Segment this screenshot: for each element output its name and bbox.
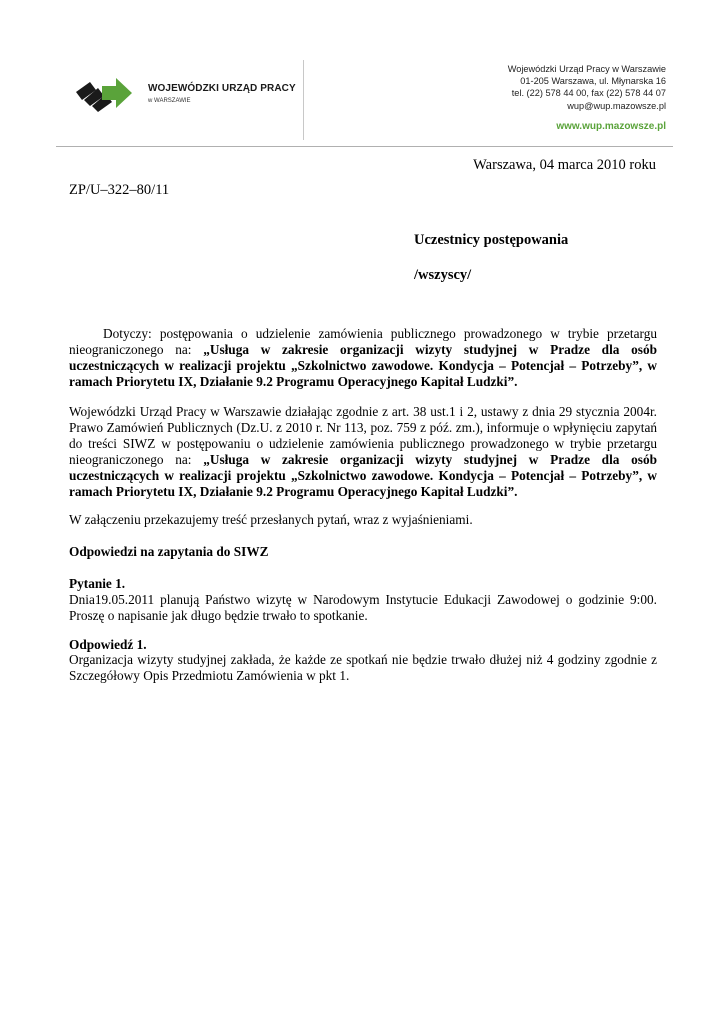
address-line-street: 01-205 Warszawa, ul. Młynarska 16: [520, 76, 666, 87]
logo-title: WOJEWÓDZKI URZĄD PRACY: [148, 83, 296, 94]
answer-title: Odpowiedź 1.: [69, 637, 147, 652]
question-text: Dnia19.05.2011 planują Państwo wizytę w Narodowym Instytucie Edukacji Zawodowej o godzinie 9:00. Proszę o napisanie jak długo będzie trwało to spotkanie.: [69, 592, 657, 623]
office-logo-icon: [72, 74, 144, 114]
subject-intro: Dotyczy: postępowania o udzielenie zamówienia publicznego prowadzonego w trybie przetargu nieograniczonego na:: [69, 326, 657, 357]
subject-title: „Usługa w zakresie organizacji wizyty studyjnej w Pradze dla osób uczestniczących w realizacji projektu „Szkolnictwo zawodowe. Kondycja – Potencjał – Potrzeby”, w ramach Priorytetu IX, Działanie 9.2 Programu Operacyjnego Kapitał Ludzki”.: [69, 342, 657, 389]
notice-title: „Usługa w zakresie organizacji wizyty studyjnej w Pradze dla osób uczestniczących w realizacji projektu „Szkolnictwo zawodowe. Kondycja – Potencjał – Potrzeby”, w ramach Priorytetu IX, Działanie 9.2 Programu Operacyjnego Kapitał Ludzki”.: [69, 452, 657, 499]
header-divider: [56, 146, 673, 147]
paragraph-subject: [69, 326, 657, 390]
logo-subtitle: w WARSZAWIE: [148, 98, 191, 104]
recipient-line-1: Uczestnicy postępowania: [414, 232, 569, 248]
address-line-email[interactable]: wup@wup.mazowsze.pl: [567, 100, 666, 111]
answers-heading: Odpowiedzi na zapytania do SIWZ: [69, 544, 269, 559]
logo-divider: [303, 60, 304, 140]
answer-text: Organizacja wizyty studyjnej zakłada, że każde ze spotkań nie będzie trwało dłużej niż 4 godziny zgodnie z Szczegółowy Opis Przedmiotu Zamówienia w pkt 1.: [69, 652, 657, 683]
paragraph-notice: [69, 404, 657, 500]
letter-date: Warszawa, 04 marca 2010 roku: [473, 157, 656, 173]
office-address: [508, 63, 666, 112]
address-line-name: Wojewódzki Urząd Pracy w Warszawie: [507, 64, 666, 74]
address-line-phone: tel. (22) 578 44 00, fax (22) 578 44 07: [511, 88, 666, 99]
recipient-line-2: /wszyscy/: [414, 267, 472, 283]
website-link[interactable]: www.wup.mazowsze.pl: [556, 121, 666, 132]
paragraph-attachment: W załączeniu przekazujemy treść przesłanych pytań, wraz z wyjaśnieniami.: [69, 512, 473, 527]
logo: [58, 58, 304, 142]
question-title: Pytanie 1.: [69, 576, 126, 591]
notice-intro: Wojewódzki Urząd Pracy w Warszawie działając zgodnie z art. 38 ust.1 i 2, ustawy z dnia 29 stycznia 2004r. Prawo Zamówień Publicznych (Dz.U. z 2010 r. Nr 113, poz. 759 z póź. zm.), informuje o wpłynięciu zapytań do treści SIWZ w postępowaniu o udzielenie zamówienia publicznego prowadzonego w trybie przetargu nieograniczonego na:: [69, 404, 657, 467]
reference-number: ZP/U–322–80/11: [69, 182, 170, 198]
